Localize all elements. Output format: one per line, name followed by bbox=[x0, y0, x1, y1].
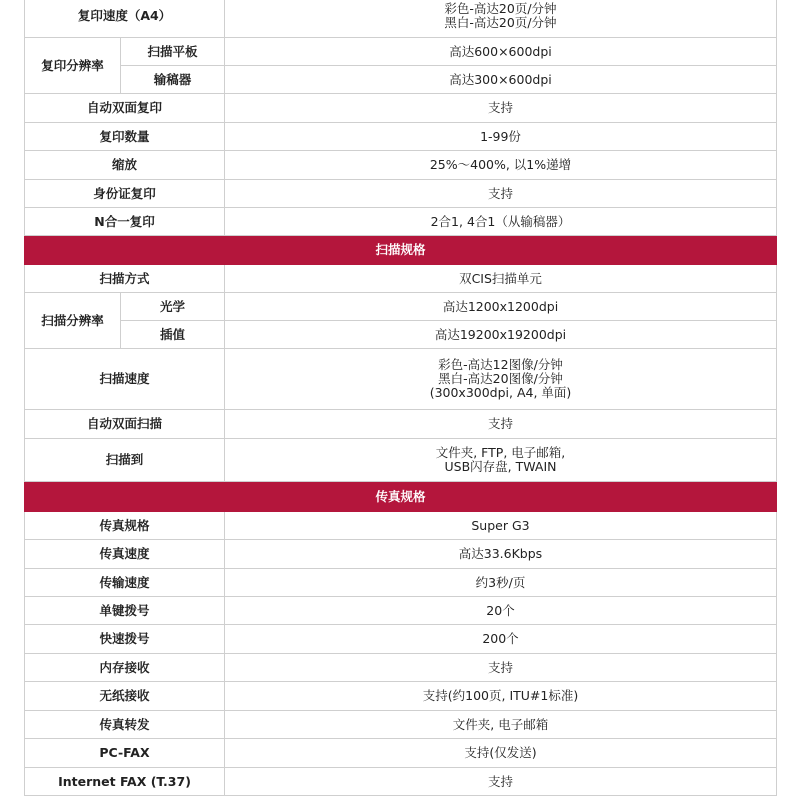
scan-optical-label: 光学 bbox=[121, 293, 225, 321]
table-row bbox=[25, 151, 777, 180]
fax-forward-value: 文件夹, 电子邮箱 bbox=[225, 711, 777, 739]
table-row bbox=[25, 0, 777, 38]
fax-pcfax-label: PC-FAX bbox=[25, 739, 225, 768]
fax-onetouch-value: 20个 bbox=[225, 597, 777, 625]
fax-internet-value: 支持 bbox=[225, 768, 777, 796]
scan-speed-label: 扫描速度 bbox=[25, 349, 225, 410]
scan-duplex-label: 自动双面扫描 bbox=[25, 410, 225, 439]
table-row bbox=[25, 597, 777, 625]
table-row bbox=[25, 123, 777, 151]
fax-transmission-value: 约3秒/页 bbox=[225, 569, 777, 597]
scan-destination-label: 扫描到 bbox=[25, 439, 225, 482]
copy-quantity-label: 复印数量 bbox=[25, 123, 225, 151]
copy-nup-value: 2合1, 4合1（从输稿器） bbox=[225, 208, 777, 236]
scan-method-value: 双CIS扫描单元 bbox=[225, 265, 777, 293]
table-row bbox=[25, 654, 777, 682]
scan-destination-value bbox=[225, 439, 777, 482]
table-row bbox=[25, 66, 777, 94]
copy-idcard-label: 身份证复印 bbox=[25, 180, 225, 208]
table-row bbox=[25, 94, 777, 123]
table-row bbox=[25, 569, 777, 597]
copy-duplex-value: 支持 bbox=[225, 94, 777, 123]
fax-pcfax-value: 支持(仅发送) bbox=[225, 739, 777, 768]
table-row bbox=[25, 208, 777, 236]
scan-destination-line1: 文件夹, FTP, 电子邮箱, bbox=[435, 445, 566, 460]
spec-table bbox=[24, 0, 777, 796]
fax-memory-label: 内存接收 bbox=[25, 654, 225, 682]
scan-destination-line2: USB闪存盘, TWAIN bbox=[444, 459, 557, 474]
copy-speed-color: 彩色-高达20页/分钟 bbox=[444, 1, 557, 16]
table-row bbox=[25, 739, 777, 768]
copy-resolution-label: 复印分辨率 bbox=[25, 38, 121, 94]
section-title-scan: 扫描规格 bbox=[25, 236, 777, 265]
scan-speed-condition: (300x300dpi, A4, 单面) bbox=[429, 385, 572, 400]
table-row bbox=[25, 321, 777, 349]
fax-memory-value: 支持 bbox=[225, 654, 777, 682]
scan-speed-color: 彩色-高达12图像/分钟 bbox=[438, 357, 563, 372]
table-row bbox=[25, 711, 777, 739]
table-row bbox=[25, 625, 777, 654]
table-row bbox=[25, 265, 777, 293]
table-row bbox=[25, 768, 777, 796]
scan-duplex-value: 支持 bbox=[225, 410, 777, 439]
copy-adf-value: 高达300×600dpi bbox=[225, 66, 777, 94]
section-header-scan bbox=[25, 236, 777, 265]
fax-paperless-label: 无纸接收 bbox=[25, 682, 225, 711]
scan-method-label: 扫描方式 bbox=[25, 265, 225, 293]
scan-resolution-label: 扫描分辨率 bbox=[25, 293, 121, 349]
table-row bbox=[25, 38, 777, 66]
copy-flatbed-value: 高达600×600dpi bbox=[225, 38, 777, 66]
fax-spec-value: Super G3 bbox=[225, 512, 777, 540]
scan-speed-mono: 黑白-高达20图像/分钟 bbox=[438, 371, 563, 386]
copy-speed-value bbox=[225, 0, 777, 38]
scan-interpolated-label: 插值 bbox=[121, 321, 225, 349]
copy-nup-label: N合一复印 bbox=[25, 208, 225, 236]
table-row bbox=[25, 293, 777, 321]
fax-spec-label: 传真规格 bbox=[25, 512, 225, 540]
fax-speed-value: 高达33.6Kbps bbox=[225, 540, 777, 569]
copy-quantity-value: 1-99份 bbox=[225, 123, 777, 151]
table-row bbox=[25, 349, 777, 410]
fax-transmission-label: 传输速度 bbox=[25, 569, 225, 597]
table-row bbox=[25, 540, 777, 569]
table-row bbox=[25, 439, 777, 482]
table-row bbox=[25, 682, 777, 711]
fax-paperless-value: 支持(约100页, ITU#1标准) bbox=[225, 682, 777, 711]
fax-speed-label: 传真速度 bbox=[25, 540, 225, 569]
copy-zoom-value: 25%～400%, 以1%递增 bbox=[225, 151, 777, 180]
fax-speeddial-value: 200个 bbox=[225, 625, 777, 654]
scan-interpolated-value: 高达19200x19200dpi bbox=[225, 321, 777, 349]
section-title-fax: 传真规格 bbox=[25, 482, 777, 512]
table-row bbox=[25, 410, 777, 439]
copy-idcard-value: 支持 bbox=[225, 180, 777, 208]
fax-internet-label: Internet FAX (T.37) bbox=[25, 768, 225, 796]
copy-flatbed-label: 扫描平板 bbox=[121, 38, 225, 66]
copy-speed-mono: 黑白-高达20页/分钟 bbox=[444, 15, 557, 30]
fax-forward-label: 传真转发 bbox=[25, 711, 225, 739]
fax-speeddial-label: 快速拨号 bbox=[25, 625, 225, 654]
fax-onetouch-label: 单键拨号 bbox=[25, 597, 225, 625]
scan-speed-value bbox=[225, 349, 777, 410]
section-header-fax bbox=[25, 482, 777, 512]
scan-optical-value: 高达1200x1200dpi bbox=[225, 293, 777, 321]
copy-adf-label: 输稿器 bbox=[121, 66, 225, 94]
table-row bbox=[25, 512, 777, 540]
table-row bbox=[25, 180, 777, 208]
copy-zoom-label: 缩放 bbox=[25, 151, 225, 180]
copy-speed-label: 复印速度（A4） bbox=[25, 0, 225, 38]
copy-duplex-label: 自动双面复印 bbox=[25, 94, 225, 123]
